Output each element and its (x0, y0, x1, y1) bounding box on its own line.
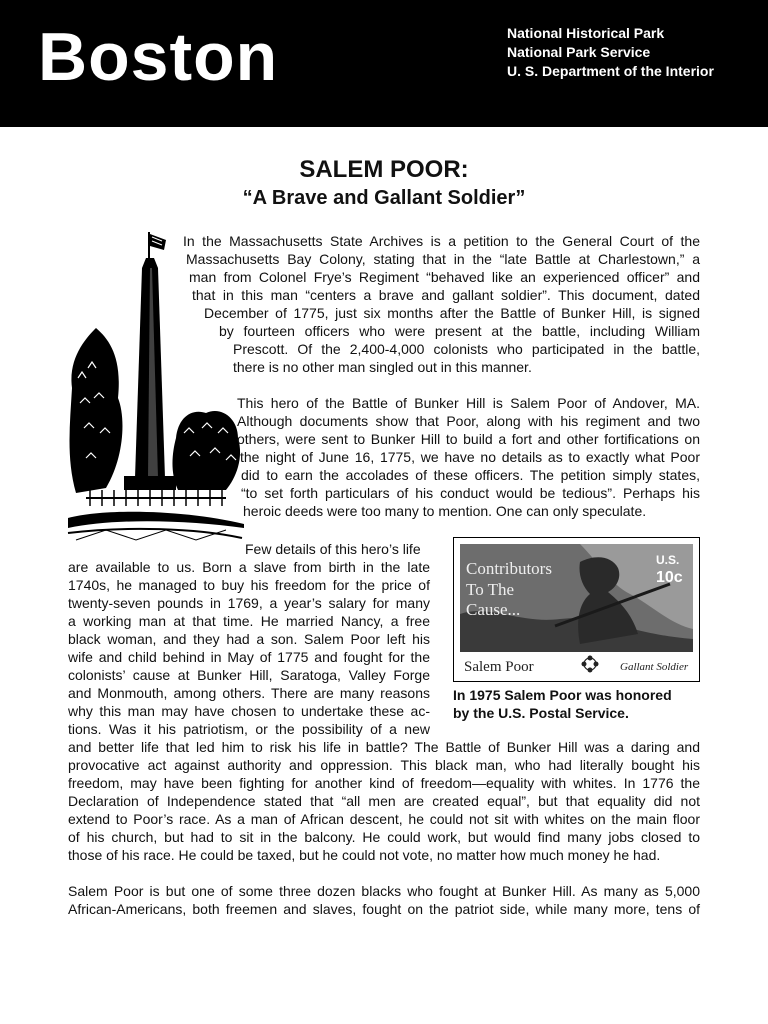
text-line: extend to Poor’s race. As a man of African descent, he could not sit with whites on the main floor (68, 811, 700, 827)
text-line: others, were sent to Bunker Hill to build a fort and other fortifications on (237, 431, 700, 447)
header-banner (0, 0, 768, 127)
stamp-country: U.S. (656, 553, 680, 567)
stamp-headline-line: Cause... (466, 600, 521, 619)
text-line: tions. Was it his patriotism, or the possibility of a new (68, 721, 430, 737)
agency-line: National Park Service (507, 44, 651, 60)
text-line: black woman, and they had a son. Salem Poor left his (68, 631, 430, 647)
text-line: Although documents show that Poor, along with his regiment and two (237, 413, 700, 429)
text-line: those of his race. He could be taxed, but he could not vote, no matter how much money he had. (68, 847, 661, 863)
stamp-name: Salem Poor (464, 659, 534, 675)
article-title: SALEM POOR: (299, 156, 469, 183)
agency-line: U. S. Department of the Interior (507, 63, 714, 79)
text-line: a working man at that time. He married Nancy, a free (68, 613, 430, 629)
text-line: In the Massachusetts State Archives is a petition to the General Court of the (183, 233, 700, 249)
text-line: by fourteen officers who were present at the battle, including William (219, 323, 700, 339)
text-line: freedom, may have been fighting for another kind of freedom—equality with whites. In 1776 the (68, 775, 700, 791)
park-name: Boston (38, 19, 279, 95)
text-line: did to earn the accolades of these officers. The petition simply states, (241, 467, 700, 483)
text-line: December of 1775, just six months after the Battle of Bunker Hill, is signed (204, 305, 700, 321)
text-line: man from Colonel Frye’s Regiment “behaved like an experienced officer” and (189, 269, 700, 285)
text-line: Declaration of Independence stated that “all men are created equal”, but that equality did not (68, 793, 700, 809)
stamp-image (460, 544, 693, 675)
agency-line: National Historical Park (507, 25, 665, 41)
caption-line: In 1975 Salem Poor was honored (453, 687, 672, 703)
text-line: heroic deeds were too many to mention. One can only speculate. (243, 503, 647, 519)
text-line: African-Americans, both freemen and slaves, fought on the patriot side, while many more, tens of (68, 901, 700, 917)
text-line: there is no other man singled out in this manner. (233, 359, 532, 375)
text-line: twenty-seven pounds in 1769, a year’s salary for many (68, 595, 430, 611)
text-line: why this man may have chosen to undertake these ac- (68, 703, 430, 719)
agency-block (507, 24, 714, 81)
text-line: This hero of the Battle of Bunker Hill is Salem Poor of Andover, MA. (237, 395, 700, 411)
text-line: provocative act against authority and oppression. This black man, who had literally bought his (68, 757, 700, 773)
text-line: that in this man “centers a brave and gallant soldier”. This document, dated (192, 287, 700, 303)
postage-stamp-figure (453, 537, 700, 682)
text-line: and better life that led him to risk his life in battle? The Battle of Bunker Hill was a daring and (68, 739, 700, 755)
text-line: Prescott. Of the 2,400-4,000 colonists who participated in the battle, (233, 341, 700, 357)
stamp-headline-line: To The (466, 580, 515, 599)
text-line: wife and child behind in May of 1775 and fought for the (68, 649, 430, 665)
text-line: “to set forth particulars of his conduct would be tedious”. Perhaps his (241, 485, 700, 501)
caption-line: by the U.S. Postal Service. (453, 705, 629, 721)
text-line: Salem Poor is but one of some three dozen blacks who fought at Bunker Hill. As many as 5,000 (68, 883, 700, 899)
text-line: colonists’ cause at Bunker Hill, Saratoga, Valley Forge (68, 667, 430, 683)
text-line: and Monmouth, among others. There are many reasons (68, 685, 430, 701)
text-line: Massachusetts Bay Colony, stating that in the “late Battle at Charlestown,” a (186, 251, 700, 267)
stamp-caption (453, 686, 672, 722)
text-line: of his church, but had to sit in the balcony. He could work, but would find many jobs closed to (68, 829, 700, 845)
text-line: are available to us. Born a slave from birth in the late (68, 559, 430, 575)
article-subtitle: “A Brave and Gallant Soldier” (242, 187, 526, 209)
stamp-tagline: Gallant Soldier (620, 661, 689, 673)
stamp-headline-line: Contributors (466, 559, 552, 578)
stamp-value: 10c (656, 569, 683, 586)
text-line: 1740s, he managed to buy his freedom for the price of (68, 577, 430, 593)
text-line: Few details of this hero’s life (245, 541, 421, 557)
text-line: the night of June 16, 1775, we have no details as to exactly what Poor (240, 449, 700, 465)
